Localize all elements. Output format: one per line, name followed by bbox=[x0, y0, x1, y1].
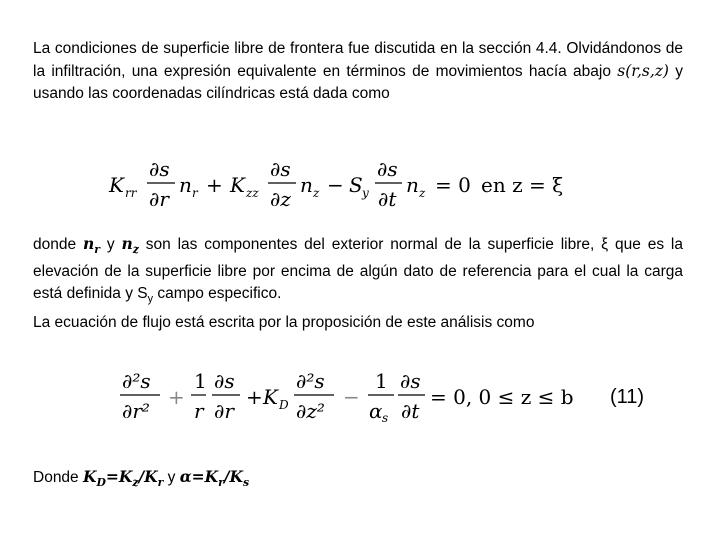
eq1-nz2: n bbox=[406, 173, 419, 197]
symbol-kd: K bbox=[82, 467, 97, 486]
eq2-frac5-num: 1 bbox=[375, 369, 388, 393]
def-text-2: y bbox=[99, 236, 122, 253]
eq1-k2-sub: zz bbox=[246, 186, 259, 200]
equation-number: (11) bbox=[610, 386, 645, 408]
symbol-kr-sub: r bbox=[157, 476, 164, 490]
eq1-frac3-num: ∂s bbox=[377, 157, 398, 181]
eq2-frac6-num: ∂s bbox=[400, 369, 421, 393]
eq1-nz: n bbox=[300, 173, 313, 197]
eq2-frac2-den: r bbox=[194, 399, 204, 423]
eq1-plus: + bbox=[206, 173, 223, 197]
eq1-frac3-den: ∂t bbox=[378, 187, 397, 211]
symbol-alpha-kr-sub: r bbox=[218, 476, 224, 490]
paragraph-flow-equation: La ecuación de flujo está escrita por la proposición de este análisis como bbox=[33, 314, 535, 331]
eq1-equals-zero: = 0 bbox=[435, 173, 471, 197]
def-text-4: campo especifico. bbox=[153, 285, 282, 303]
eq1-nz2-sub: z bbox=[419, 186, 426, 200]
eq1-nz-sub: z bbox=[313, 186, 320, 200]
eq2-frac1-num: ∂²s bbox=[122, 369, 151, 393]
eq1-k: K bbox=[109, 173, 124, 197]
symbol-nz: n bbox=[121, 234, 133, 253]
eq1-n: n bbox=[179, 173, 192, 197]
def-text-1: donde bbox=[33, 236, 83, 253]
eq1-frac2-num: ∂s bbox=[270, 157, 291, 181]
eq2-k: K bbox=[263, 385, 278, 409]
symbol-nr-sub: r bbox=[94, 243, 100, 257]
eq2-alpha-sub: s bbox=[382, 411, 389, 425]
eq1-minus: − bbox=[327, 173, 344, 197]
symbol-kr: /K bbox=[138, 467, 158, 486]
equation-flow bbox=[118, 362, 588, 432]
eq2-rhs: = 0, 0 ≤ z ≤ b bbox=[430, 385, 574, 409]
paragraph-definitions bbox=[33, 233, 683, 310]
eq1-frac1-num: ∂s bbox=[149, 157, 170, 181]
variable-s: s(r,s,z) bbox=[617, 62, 669, 80]
symbol-kz-sub: z bbox=[132, 476, 139, 490]
eq2-frac4-den: ∂z² bbox=[296, 399, 325, 423]
eq2-frac2-num: 1 bbox=[194, 369, 207, 393]
equation-boundary-condition bbox=[105, 150, 575, 220]
eq2-frac4-num: ∂²s bbox=[296, 369, 325, 393]
eq1-k-sub: rr bbox=[125, 186, 137, 200]
eq1-k2: K bbox=[230, 173, 245, 197]
def-text-3: son las componentes del exterior normal de la superficie libre, ξ que es la elevación de la superficie libre por encima de algún dato de referencia para el cual la carga está definida y S bbox=[33, 236, 683, 303]
eq1-condition: en z = ξ bbox=[481, 173, 564, 197]
intro-text: La condiciones de superficie libre de frontera fue discutida en la sección 4.4. Olvidándonos de la infiltración, una expresión equivalente en términos de movimientos hacía abajo bbox=[33, 40, 683, 80]
eq1-frac2-den: ∂z bbox=[270, 187, 291, 211]
intro-text-end: y usando las coordenadas cilíndricas está dada como bbox=[33, 63, 683, 102]
symbol-nr: n bbox=[82, 234, 95, 253]
eq2-k-sub: D bbox=[279, 398, 289, 412]
symbol-ks-sub: s bbox=[243, 476, 250, 490]
definition-text: Donde bbox=[33, 469, 83, 486]
symbol-nz-sub: z bbox=[132, 243, 139, 257]
eq2-frac5-den: α bbox=[369, 399, 383, 423]
eq1-s-sub: y bbox=[362, 186, 369, 200]
eq2-minus: − bbox=[343, 385, 360, 409]
eq1-frac1-den: ∂r bbox=[149, 187, 169, 211]
symbol-kz: =K bbox=[105, 467, 133, 486]
definition-line bbox=[33, 466, 683, 494]
eq2-frac6-den: ∂t bbox=[401, 399, 420, 423]
eq2-frac1-den: ∂r² bbox=[122, 399, 150, 423]
symbol-alpha: α=K bbox=[179, 467, 219, 486]
eq2-frac3-num: ∂s bbox=[214, 369, 235, 393]
symbol-sy-sub: y bbox=[147, 293, 154, 306]
eq2-plus1: + bbox=[168, 385, 185, 409]
eq1-n-sub: r bbox=[192, 186, 198, 200]
definition-y: y bbox=[163, 469, 180, 486]
symbol-kd-sub: D bbox=[96, 476, 106, 490]
paragraph-intro bbox=[33, 38, 683, 105]
eq2-plus2: + bbox=[246, 385, 263, 409]
symbol-ks: /K bbox=[223, 467, 243, 486]
eq1-s: S bbox=[349, 173, 363, 197]
eq2-frac3-den: ∂r bbox=[214, 399, 234, 423]
